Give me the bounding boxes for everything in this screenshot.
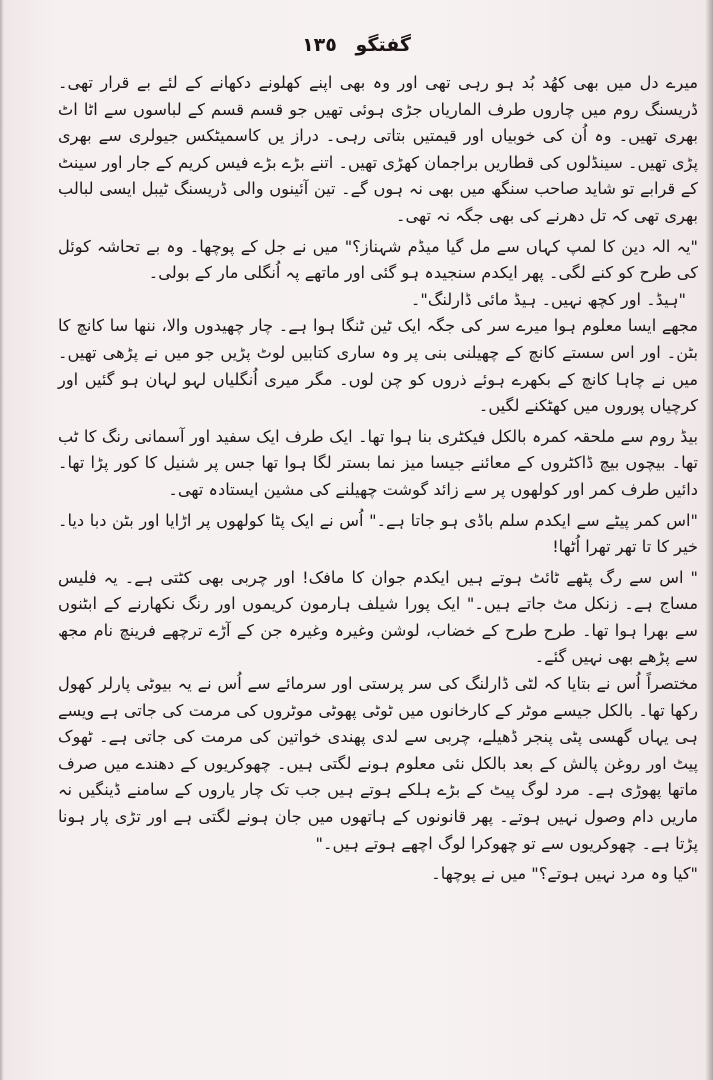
paragraph: "یہ الہ دین کا لمپ کہاں سے مل گیا میڈم شہناز؟" میں نے جل کے پوچھا۔ وہ بے تحاشہ کوئل کی طرح کو کنے لگی۔ پھر ایکدم سنجیدہ ہو گئی اور ماتھے پہ اُنگلی مار کے بولی۔: [58, 236, 698, 283]
body-text: [58, 70, 698, 888]
paragraph: میرے دل میں بھی کھُد بُد ہو رہی تھی اور وہ بھی اپنے کھلونے دکھانے کے لئے بے قرار تھی۔ ڈریسنگ روم میں چاروں طرف الماریاں جڑی ہوئی تھیں جو قسم قسم کے لباسوں سے اٹا اٹ بھری تھیں۔ وہ اُن کی خوبیاں اور قیمتیں بتاتی رہی۔ دراز یں کاسمیٹکس جیولری سے بھری پڑی تھیں۔ سینڈلوں کی قطاریں براجمان کھڑی تھیں۔ اتنے بڑے بڑے فیس کریم کے جار اور سینٹ کے قرابے تو شاید صاحب سنگھ میں بھی نہ ہوں گے۔ تین آئینوں والی ڈریسنگ ٹیبل ایسی لبالب بھری تھی کہ تل دھرنے کی بھی جگہ نہ تھی۔: [58, 73, 698, 225]
page-number: ١٣٥: [302, 34, 337, 56]
page-right-edge: [705, 0, 713, 1080]
paragraph: مختصراً اُس نے بتایا کہ لٹی ڈارلنگ کی سر پرستی اور سرمائے سے اُس نے یہ بیوٹی پارلر کھول رکھا تھا۔ بالکل جیسے موٹر کے کارخانوں میں ٹوٹی پھوٹی موٹروں کی مرمت کی جاتی ہے ویسے ہی یہاں گھسی پٹی پنجر ڈھیلے، چربی سے لدی پھندی خواتین کی مرمت کی جاتی ہے۔ ٹھوک پیٹ اور روغن پالش کے بعد بالکل نئی معلوم ہونے لگتی ہیں۔ چھوکریوں کے دھندے میں صرف ماتھا پھوڑی ہے۔ مرد لوگ پیٹ کے بڑے ہلکے ہوتے ہیں جب تک چار یاروں کے سامنے ڈینگیں نہ ماریں دام وصول نہیں ہوتے۔ پھر قانونوں کے ہاتھوں میں جان ہونے لگتی ہے اور تڑی پار ہونا پڑتا ہے۔ چھوکریوں سے تو چھوکرا لوگ اچھے ہوتے ہیں۔": [58, 674, 698, 853]
paragraph: بیڈ روم سے ملحقہ کمرہ بالکل فیکٹری بنا ہوا تھا۔ ایک طرف ایک سفید اور آسمانی رنگ کا ٹب تھا۔ بیچوں بیچ ڈاکٹروں کے معائنے جیسا میز نما بستر لگا ہوا تھا جس پر شنیل کا کور پڑا تھا۔ دائیں طرف کمر اور کولھوں پر سے زائد گوشت چھیلنے کی مشین ایستادہ تھی۔: [58, 426, 698, 499]
chapter-title: گفتگو: [355, 34, 411, 56]
paragraph: " اس سے رگ پٹھے ٹائٹ ہوتے ہیں ایکدم جوان کا مافک! اور چربی بھی کٹتی ہے۔ یہ فلیس مساج ہے۔ زنکل مٹ جاتے ہیں۔" ایک پورا شیلف ہارمون کریموں اور رنگ نکھارنے کے ابٹنوں سے بھرا ہوا تھا۔ طرح طرح کے خضاب، لوشن وغیرہ وغیرہ جن کے آڑے ترچھے فرینچ نام مجھ سے پڑھے بھی نہیں گئے۔: [58, 567, 698, 667]
page-left-edge: [0, 0, 4, 1080]
paragraph: "کیا وہ مرد نہیں ہوتے؟" میں نے پوچھا۔: [431, 864, 698, 884]
paragraph: "اس کمر پیٹے سے ایکدم سلم باڈی ہو جاتا ہے۔" اُس نے ایک پٹا کولھوں پر اڑایا اور بٹن دبا دیا۔ خیر کا تا تھر تھرا اُٹھا!: [58, 510, 698, 557]
paragraph: "ہیڈ۔ اور کچھ نہیں۔ ہیڈ مائی ڈارلنگ"۔: [410, 289, 686, 309]
paragraph: مجھے ایسا معلوم ہوا میرے سر کی جگہ ایک ٹین ٹنگا ہوا ہے۔ چار چھیدوں والا، ننھا سا کانچ کا بٹن۔ اور اس سستے کانچ کے چھیلنی بنی پر وہ ساری کتابیں لوٹ پڑیں جو میں نے پڑھی تھیں۔ میں نے چاہا کانچ کے بکھرے ہوئے ذروں کو چن لوں۔ مگر میری اُنگلیاں لہو لہان ہو گئیں اور کرچیاں پوروں میں کھٹکنے لگیں۔: [58, 316, 698, 416]
page-header: [0, 34, 713, 66]
